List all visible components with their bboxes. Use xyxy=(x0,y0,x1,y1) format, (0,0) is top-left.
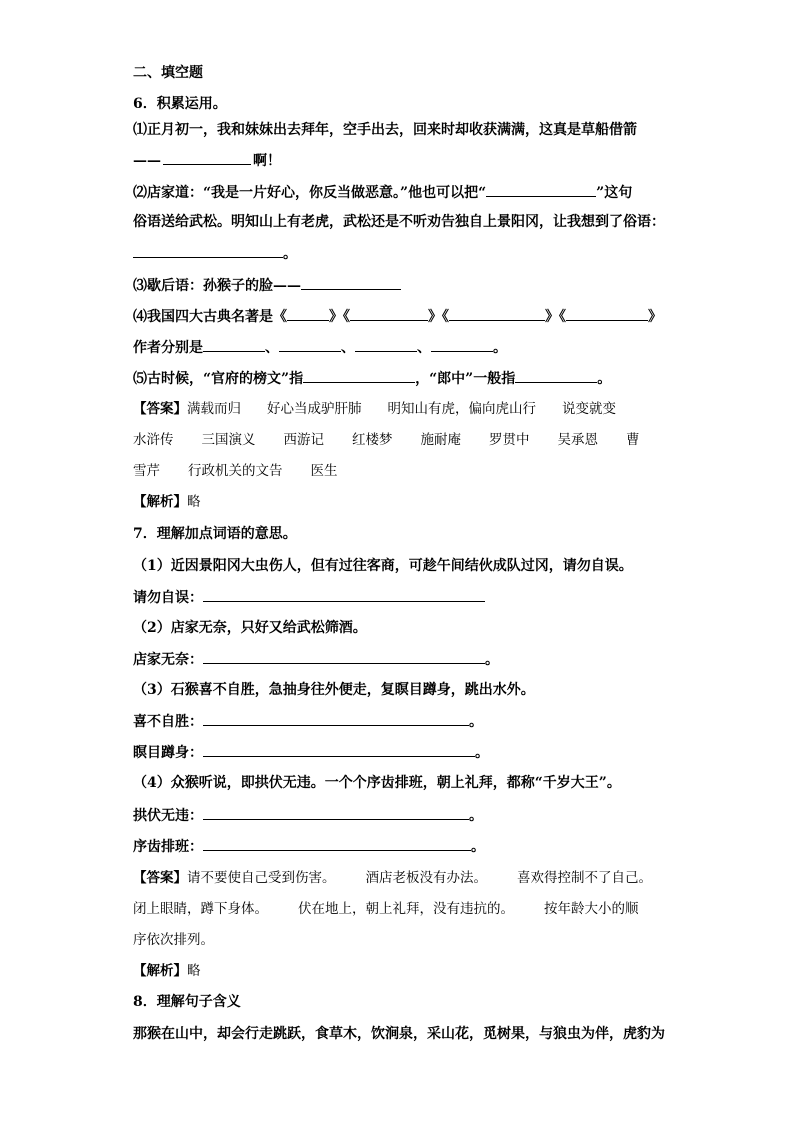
period: 。 xyxy=(469,714,483,730)
period: 。 xyxy=(469,808,483,824)
q6-item4-line1 xyxy=(133,306,662,327)
answer-item: 三国演义 xyxy=(201,432,256,448)
prefix-text: 作者分别是 xyxy=(133,340,203,356)
field-label: 瞑目蹲身： xyxy=(133,745,203,761)
answer-item: 喜欢得控制不了自己。 xyxy=(517,870,652,886)
answer-item: 按年龄大小的顺 xyxy=(544,901,639,917)
blank-field[interactable] xyxy=(515,368,597,383)
answer-item: 雪芹 xyxy=(133,463,160,479)
separator: 、 xyxy=(265,340,279,356)
blank-field[interactable] xyxy=(566,306,648,321)
q7-answer-line4 xyxy=(133,742,489,763)
dash: —— xyxy=(133,153,161,169)
q7-answer-line2 xyxy=(133,649,499,670)
period: 。 xyxy=(475,745,489,761)
q6-item1-line1: ⑴正月初一，我和妹妹出去拜年，空手出去，回来时却收获满满，这真是草船借箭 xyxy=(133,122,637,138)
q7-analysis xyxy=(133,961,201,981)
q7-answer-line1 xyxy=(133,587,485,608)
blank-field[interactable] xyxy=(449,306,545,321)
q7-answer-line6 xyxy=(133,836,485,857)
answer-item: 罗贯中 xyxy=(489,432,530,448)
q8-title: 8．理解句子含义 xyxy=(133,994,241,1010)
answer-item: 说变就变 xyxy=(562,401,616,417)
q6-analysis xyxy=(133,492,201,512)
blank-field[interactable] xyxy=(203,337,265,352)
blank-field[interactable] xyxy=(303,368,415,383)
blank-field[interactable] xyxy=(203,836,471,851)
middle-text: ，“郎中”一般指 xyxy=(415,371,516,387)
q6-item4-line2 xyxy=(133,337,507,358)
answer-item: 伏在地上，朝上礼拜，没有违抗的。 xyxy=(298,901,514,917)
prefix-text: ⑵店家道：“我是一片好心，你反当做恶意。”他也可以把“ xyxy=(133,185,487,201)
separator: 》《 xyxy=(329,309,350,325)
answer-item: 明知山有虎，偏向虎山行 xyxy=(387,401,536,417)
q7-answer-line5 xyxy=(133,805,483,826)
section-title: 二、填空题 xyxy=(133,65,203,81)
answer-item: 酒店老板没有办法。 xyxy=(365,870,487,886)
q7-answer-key-line1 xyxy=(133,868,652,888)
analysis-label: 【解析】 xyxy=(133,963,187,979)
prefix-text: ⑸古时候，“官府的榜文”指 xyxy=(133,371,304,387)
separator: 》 xyxy=(648,309,662,325)
q7-sentence1: （1）近因景阳冈大虫伤人，但有过往客商，可趁午间结伙成队过冈，请勿自误。 xyxy=(133,558,633,574)
q6-item2-line3 xyxy=(133,243,297,264)
field-label: 喜不自胜： xyxy=(133,714,203,730)
q6-item2-line1 xyxy=(133,182,632,203)
blank-field[interactable] xyxy=(301,275,401,290)
answer-item: 施耐庵 xyxy=(420,432,461,448)
prefix-text: ⑶歇后语：孙猴子的脸—— xyxy=(133,278,301,294)
blank-field[interactable] xyxy=(203,587,485,602)
blank-field[interactable] xyxy=(203,742,475,757)
answer-item: 吴承恩 xyxy=(557,432,598,448)
period: 。 xyxy=(597,371,612,387)
q6-answer-line2 xyxy=(133,430,640,450)
q6-item2-line2: 俗语送给武松。明知山上有老虎，武松还是不听劝告独自上景阳冈，让我想到了俗语： xyxy=(133,214,665,230)
q6-item5 xyxy=(133,368,611,389)
answer-item: 请不要使自己受到伤害。 xyxy=(187,870,336,886)
q7-answer-key-line2 xyxy=(133,899,639,919)
blank-field[interactable] xyxy=(203,649,485,664)
suffix-text: ”这句 xyxy=(596,185,633,201)
period: 。 xyxy=(283,246,297,262)
answer-item: 红楼梦 xyxy=(352,432,393,448)
answer-item: 水浒传 xyxy=(133,432,174,448)
answer-item: 西游记 xyxy=(283,432,324,448)
q6-item3 xyxy=(133,275,401,296)
blank-field[interactable] xyxy=(355,337,417,352)
q7-sentence2: （2）店家无奈，只好又给武松筛酒。 xyxy=(133,620,367,636)
answer-label: 【答案】 xyxy=(133,401,187,417)
q7-title: 7．理解加点词语的意思。 xyxy=(133,526,297,542)
blank-field[interactable] xyxy=(163,150,251,165)
answer-item: 满载而归 xyxy=(187,401,241,417)
blank-field[interactable] xyxy=(279,337,341,352)
answer-item: 好心当成驴肝肺 xyxy=(267,401,362,417)
q7-answer-line3 xyxy=(133,711,483,732)
answer-label: 【答案】 xyxy=(133,870,187,886)
field-label: 店家无奈： xyxy=(133,652,203,668)
analysis-text: 略 xyxy=(187,963,201,979)
q6-item1-line2 xyxy=(133,150,281,171)
q7-answer-key-line3: 序依次排列。 xyxy=(133,932,214,948)
blank-field[interactable] xyxy=(203,711,469,726)
analysis-text: 略 xyxy=(187,494,201,510)
field-label: 序齿排班： xyxy=(133,839,203,855)
field-label: 请勿自误： xyxy=(133,590,203,606)
blank-field[interactable] xyxy=(203,805,469,820)
separator: 》《 xyxy=(428,309,449,325)
period: 。 xyxy=(485,652,499,668)
answer-item: 医生 xyxy=(310,463,338,479)
separator: 、 xyxy=(341,340,355,356)
q7-sentence4: （4）众猴听说，即拱伏无违。一个个序齿排班，朝上礼拜，都称“千岁大王”。 xyxy=(133,775,621,791)
q7-sentence3: （3）石猴喜不自胜，急抽身往外便走，复瞑目蹲身，跳出水外。 xyxy=(133,682,535,698)
answer-item: 行政机关的文告 xyxy=(188,463,283,479)
answer-item: 闭上眼睛，蹲下身体。 xyxy=(133,901,268,917)
q8-text: 那猴在山中，却会行走跳跃，食草木，饮涧泉，采山花，觅树果，与狼虫为伴，虎豹为 xyxy=(133,1026,665,1042)
blank-field[interactable] xyxy=(350,306,428,321)
answer-item: 曹 xyxy=(626,432,640,448)
blank-field[interactable] xyxy=(133,243,283,258)
separator: 》《 xyxy=(545,309,566,325)
period: 。 xyxy=(471,839,485,855)
blank-field[interactable] xyxy=(287,306,329,321)
q6-answer-line3 xyxy=(133,461,338,481)
prefix-text: ⑷我国四大古典名著是《 xyxy=(133,309,287,325)
blank-field[interactable] xyxy=(431,337,493,352)
suffix-text: 啊！ xyxy=(253,153,281,169)
separator: 、 xyxy=(417,340,431,356)
field-label: 拱伏无违： xyxy=(133,808,203,824)
period: 。 xyxy=(493,340,507,356)
analysis-label: 【解析】 xyxy=(133,494,187,510)
q6-answer-line1 xyxy=(133,399,616,419)
blank-field[interactable] xyxy=(486,182,596,197)
q6-title: 6．积累运用。 xyxy=(133,96,227,112)
